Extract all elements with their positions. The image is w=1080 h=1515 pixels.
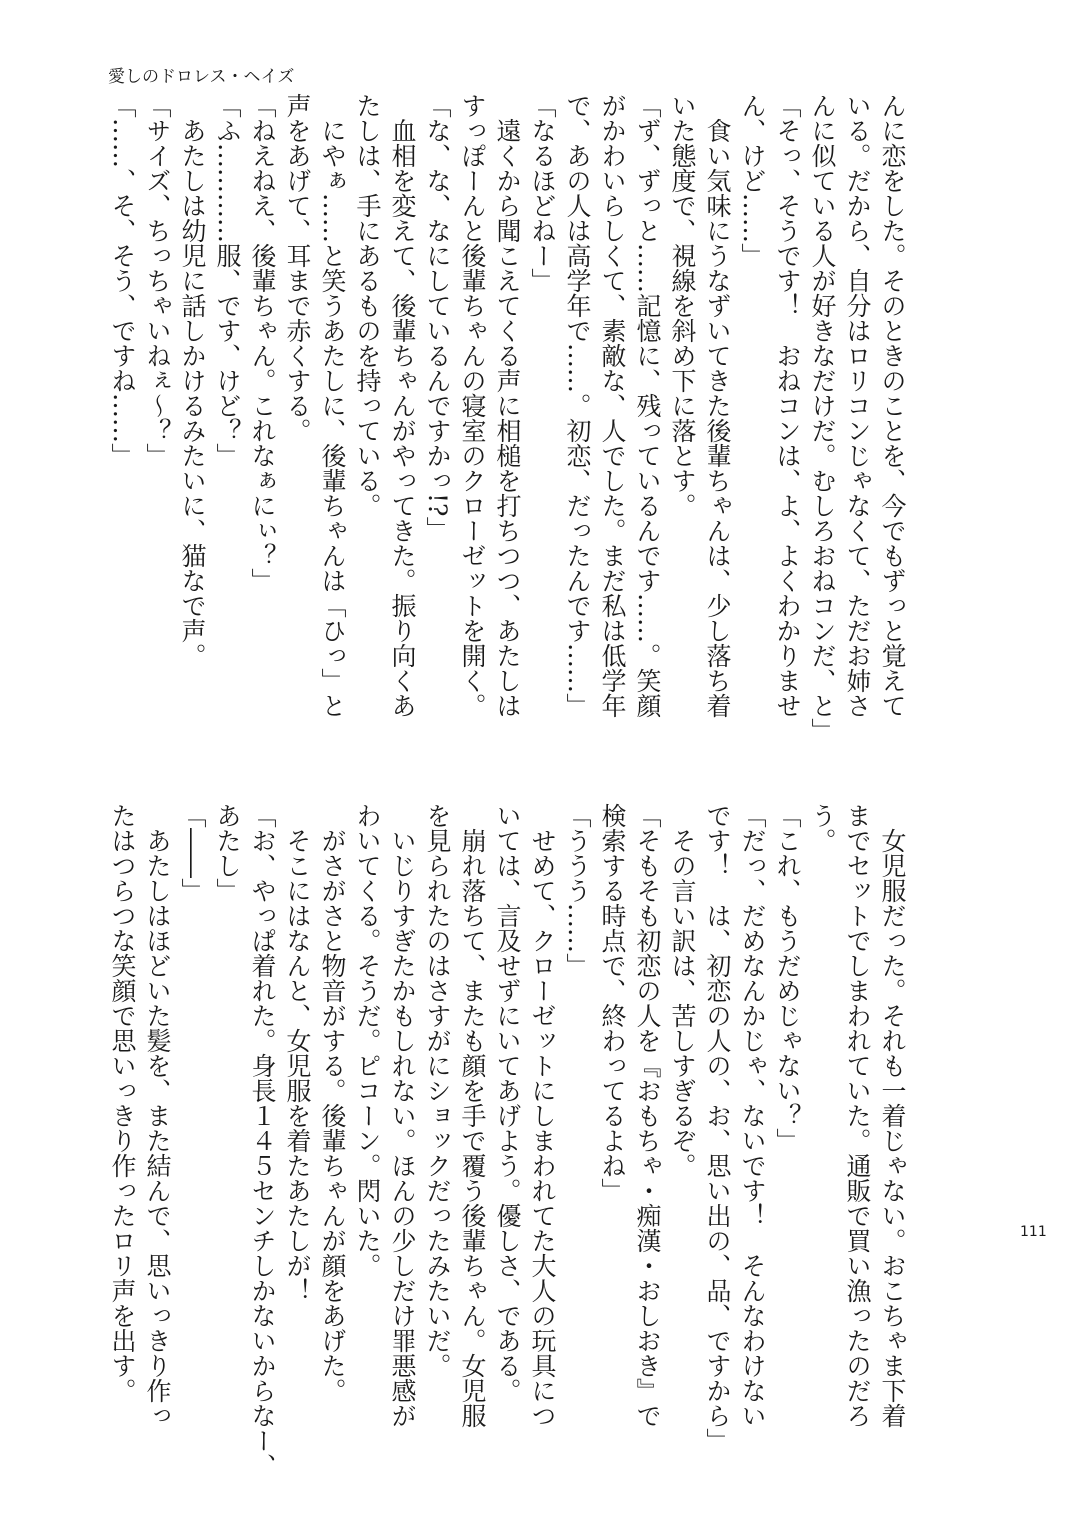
text-block-bottom [105,803,910,1478]
running-title: 愛しのドロレス・ヘイズ [108,67,295,87]
text-column: わいてくる。そうだ。ピコーン。閃いた。 [353,803,382,1278]
text-column: で、あの人は高学年で……。初恋、だったんです……」 [563,93,592,718]
text-column: たはつらつな笑顔で思いっきり作ったロリ声を出す。 [108,803,137,1403]
text-column: 「これ、もうだめじゃない？」 [773,803,802,1153]
text-column: 血相を変えて、後輩ちゃんがやってきた。振り向くあ [388,93,417,718]
text-column: 「ねえねえ、後輩ちゃん。これなぁにぃ？」 [248,93,277,593]
text-column: 声をあげて、耳まで赤くする。 [283,93,312,443]
text-column: 「……、そ、そう、ですね……」 [108,93,137,468]
text-column: 遠くから聞こえてくる声に相槌を打ちつつ、あたしは [493,93,522,718]
text-column: 「ううう……」 [563,803,592,978]
text-column: 崩れ落ちて、またも顔を手で覆う後輩ちゃん。女児服 [458,803,487,1428]
text-column: 「そっ、そうです！ おねコンは、よ、よくわかりませ [773,93,802,718]
text-column: いては、言及せずにいてあげよう。優しさ、である。 [493,803,522,1403]
text-column: いた態度で、視線を斜め下に落とす。 [668,93,697,518]
text-column: あたしはほどいた髪を、また結んで、思いっきり作っ [143,803,172,1428]
text-block-top [105,93,910,743]
text-column: 検索する時点で、終わってるよね」 [598,803,627,1203]
text-column: う。 [808,803,837,853]
text-column: 「ず、ずっと……記憶に、残っているんです……。笑顔 [633,93,662,718]
text-column: んに恋をした。そのときのことを、今でもずっと覚えて [878,93,907,718]
text-column: にやぁ……と笑うあたしに、後輩ちゃんは「ひっ」と [318,93,347,718]
text-column: がかわいらしくて、素敵な、人でした。まだ私は低学年 [598,93,627,718]
text-column: いる。だから、自分はロリコンじゃなくて、ただお姉さ [843,93,872,718]
text-column: 「だっ、だめなんかじゃ、ないです！ そんなわけない [738,803,767,1428]
text-column: すっぽーんと後輩ちゃんの寝室のクローゼットを開く。 [458,93,487,718]
text-column: あたし」 [213,803,242,903]
text-column: そこにはなんと、女児服を着たあたしが！ [283,803,312,1303]
text-column: 「なるほどねー」 [528,93,557,293]
text-column: 「ふ…………服、です、けど？」 [213,93,242,468]
text-column: 「サイズ、ちっちゃいねぇ～？」 [143,93,172,468]
text-column: その言い訳は、苦しすぎるぞ。 [668,803,697,1178]
text-column: 「そもそも初恋の人を『おもちゃ・痴漢・おしおき』で [633,803,662,1428]
text-column: せめて、クローゼットにしまわれてた大人の玩具につ [528,803,557,1428]
text-column: 「な、な、なにしているんですかっ!?」 [423,93,452,542]
text-column: がさがさと物音がする。後輩ちゃんが顔をあげた。 [318,803,347,1403]
text-column: あたしは幼児に話しかけるみたいに、猫なで声。 [178,93,207,668]
text-column: ん、けど……」 [738,93,767,268]
text-column: です！ は、初恋の人の、お、思い出の、品、ですから」 [703,803,732,1453]
text-column: 食い気味にうなずいてきた後輩ちゃんは、少し落ち着 [703,93,732,718]
text-column: 「――」 [178,803,207,903]
text-column: を見られたのはさすがにショックだったみたいだ。 [423,803,452,1378]
page-number: 111 [1020,1224,1047,1240]
text-column: たしは、手にあるものを持っている。 [353,93,382,518]
text-column: んに似ている人が好きなだけだ。むしろおねコンだ、と」 [808,93,837,743]
text-column: いじりすぎたかもしれない。ほんの少しだけ罪悪感が [388,803,417,1428]
text-column: 「お、やっぱ着れた。身長１４５センチしかないからなー、 [248,803,277,1478]
text-column: までセットでしまわれていた。通販で買い漁ったのだろ [843,803,872,1428]
text-column: 女児服だった。それも一着じゃない。おこちゃま下着 [878,803,907,1428]
